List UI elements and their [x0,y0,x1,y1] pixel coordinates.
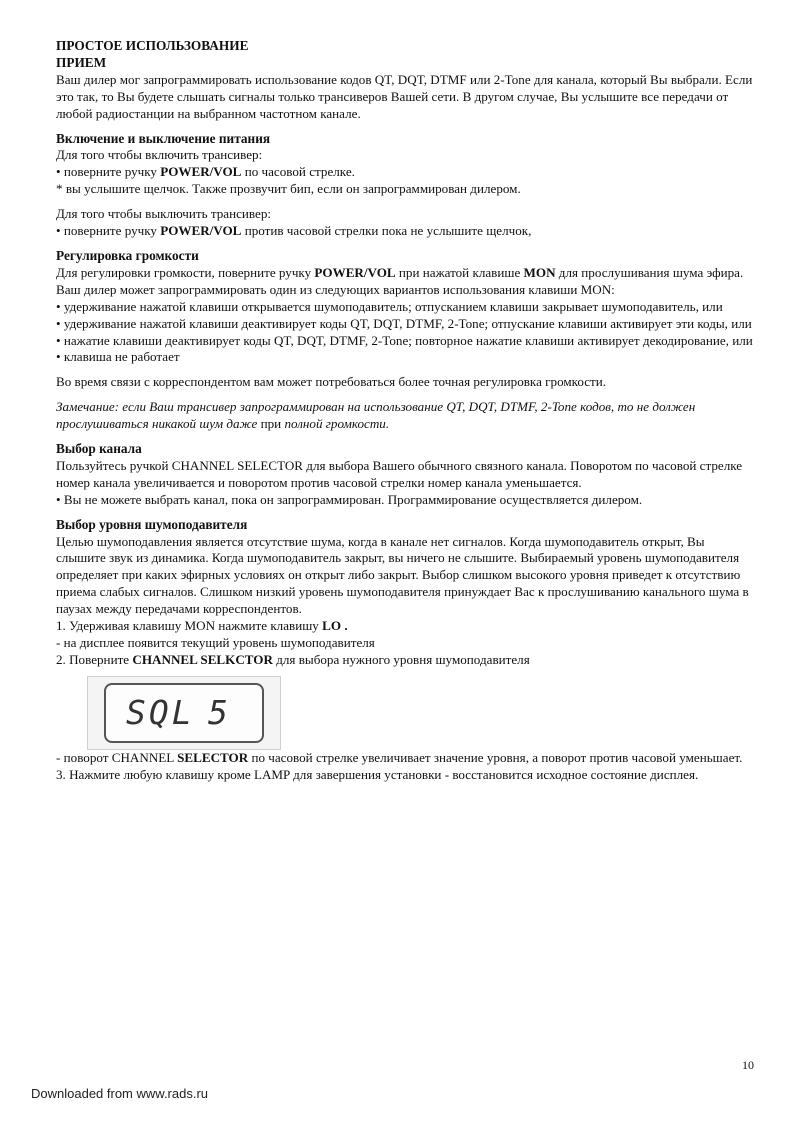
volume-option-2: • удерживание нажатой клавиши деактивирует коды QT, DQT, DTMF, 2-Tone; отпускание клавиши активирует эти коды, или [56,315,752,331]
squelch-step-1: 1. Удерживая клавишу MON нажмите клавишу LO . [56,618,348,634]
reception-heading: ПРИЕМ [56,54,107,70]
power-off-step: • поверните ручку POWER/VOL против часовой стрелки пока не услышите щелчок, [56,223,532,239]
squelch-heading: Выбор уровня шумоподавителя [56,516,248,532]
volume-option-1: • удерживание нажатой клавиши открывается шумоподавитель; отпусканием клавиши закрывает шумоподавитель, или [56,298,723,314]
lcd-label: SQL [126,692,195,732]
page-number: 10 [742,1058,754,1072]
volume-heading: Регулировка громкости [56,247,199,263]
power-off-intro: Для того чтобы выключить трансивер: [56,206,272,222]
download-footer: Downloaded from www.rads.ru [31,1086,209,1101]
squelch-step-3: 3. Нажмите любую клавишу кроме LAMP для завершения установки - восстановится исходное состояние дисплея. [56,766,699,782]
page-title: ПРОСТОЕ ИСПОЛЬЗОВАНИЕ [56,38,249,53]
volume-paragraph-1: Для регулировки громкости, поверните ручку POWER/VOL при нажатой клавише MON для прослушивания шума эфира. [56,264,744,280]
volume-paragraph-2: Ваш дилер может запрограммировать один из следующих вариантов использования клавиши MON: [56,281,615,297]
volume-paragraph-3: Во время связи с корреспондентом вам может потребоваться более точная регулировка громкости. [56,374,607,390]
document-body [56,38,756,784]
lcd-screen [104,683,264,743]
power-on-note: * вы услышите щелчок. Также прозвучит бип, если он запрограммирован дилером. [56,181,521,197]
channel-paragraph-1: Пользуйтесь ручкой CHANNEL SELECTOR для выбора Вашего обычного связного канала. Поворотом по часовой стрелке номер канала увеличивается и поворотом против часовой стрелки номер канала уменьшается. [56,457,743,490]
power-heading: Включение и выключение питания [56,130,271,146]
squelch-after-display: - поворот CHANNEL SELECTOR по часовой стрелке увеличивает значение уровня, а поворот против часовой уменьшает. [56,749,743,765]
lcd-display-image [87,676,281,750]
volume-note: Замечание: если Ваш трансивер запрограммирован на использование QT, DQT, DTMF, 2-Tone кодов, то не должен прослушиваться никакой шум даже при полной громкости. [56,399,696,432]
volume-option-4: • клавиша не работает [56,349,180,365]
power-on-intro: Для того чтобы включить трансивер: [56,147,263,163]
channel-heading: Выбор канала [56,441,142,457]
squelch-paragraph: Целью шумоподавления является отсутствие шума, когда в канале нет сигналов. Когда шумоподавитель открыт, Вы слышите звук из динамика. Когда шумоподавитель закрыт, вы ничего не слышите. Выбираемый уровень шумоподавителя определяет при каких эфирных условиях он открыт либо закрыт. Выбор слишком высокого уровня приведет к отсутствию приема слабых сигналов. Слишком низкий уровень шумоподавителя принуждает Вас к прослушиванию канального шума в паузах между передачами корреспондентов. [56,533,749,617]
channel-paragraph-2: • Вы не можете выбрать канал, пока он запрограммирован. Программирование осуществляется дилером. [56,491,643,507]
lcd-value: 5 [208,692,228,732]
power-on-step: • поверните ручку POWER/VOL по часовой стрелке. [56,164,355,180]
squelch-step-2: 2. Поверните CHANNEL SELKCTOR для выбора нужного уровня шумоподавителя [56,651,530,667]
squelch-step-1-sub: - на дисплее появится текущий уровень шумоподавителя [56,635,375,650]
volume-option-3: • нажатие клавиши деактивирует коды QT, DQT, DTMF, 2-Tone; повторное нажатие клавиши активирует декодирование, или [56,332,753,348]
reception-text: Ваш дилер мог запрограммировать использование кодов QT, DQT, DTMF или 2-Tone для канала, который Вы выбрали. Если это так, то Вы будете слышать сигналы только трансиверов Вашей сети. В другом случае, Вы услышите все передачи от любой радиостанции на выбранном частотном канале. [56,71,753,121]
